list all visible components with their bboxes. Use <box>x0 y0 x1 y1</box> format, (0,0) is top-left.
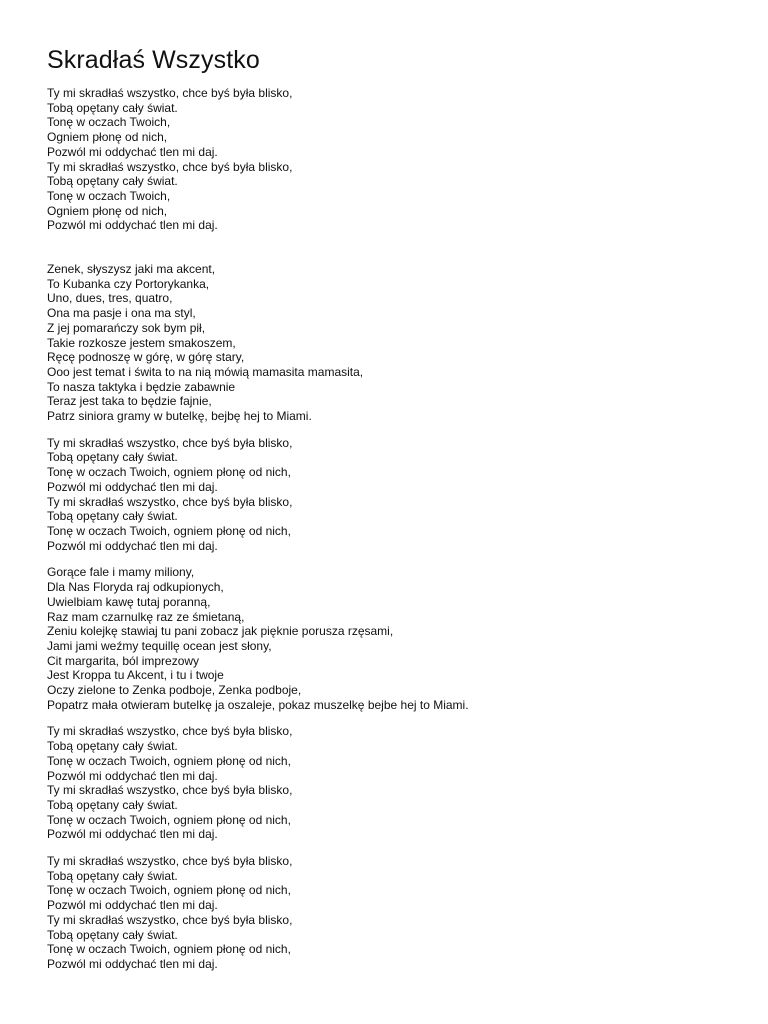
lyric-line: Tonę w oczach Twoich, ogniem płonę od nich, <box>47 812 291 827</box>
lyric-line: Takie rozkosze jestem smakoszem, <box>47 335 236 350</box>
lyric-line: Ty mi skradłaś wszystko, chce byś była blisko, <box>47 435 293 450</box>
lyric-line: Pozwól mi oddychać tlen mi daj. <box>47 768 218 783</box>
lyric-line: Tobą opętany cały świat. <box>47 100 178 115</box>
lyric-line: Pozwól mi oddychać tlen mi daj. <box>47 827 218 842</box>
lyric-line: Tonę w oczach Twoich, ogniem płonę od nich, <box>47 753 291 768</box>
lyric-line: Ooo jest temat i świta to na nią mówią mamasita mamasita, <box>47 364 364 379</box>
lyric-line: Ty mi skradłaś wszystko, chce byś była blisko, <box>47 854 293 869</box>
lyric-line: Oczy zielone to Zenka podboje, Zenka podboje, <box>47 683 302 698</box>
lyric-line: Tobą opętany cały świat. <box>47 797 178 812</box>
lyric-line: Jami jami weźmy tequillę ocean jest słony, <box>47 638 272 653</box>
lyric-line: Pozwól mi oddychać tlen mi daj. <box>47 956 218 971</box>
lyric-line: Tobą opętany cały świat. <box>47 927 178 942</box>
lyric-line: To nasza taktyka i będzie zabawnie <box>47 379 236 394</box>
lyric-line: Jest Kroppa tu Akcent, i tu i twoje <box>47 668 224 683</box>
lyric-line: Ona ma pasje i ona ma styl, <box>47 306 196 321</box>
lyric-line: Ogniem płonę od nich, <box>47 203 168 218</box>
lyric-line: Dla Nas Floryda raj odkupionych, <box>47 580 224 595</box>
lyric-line: Tonę w oczach Twoich, <box>47 115 171 130</box>
lyric-line: Ty mi skradłaś wszystko, chce byś była blisko, <box>47 86 293 100</box>
lyric-line: Ogniem płonę od nich, <box>47 130 168 145</box>
lyric-line: Ty mi skradłaś wszystko, chce byś była blisko, <box>47 159 293 174</box>
lyric-line: Gorące fale i mamy miliony, <box>47 565 195 580</box>
lyric-line: Tobą opętany cały świat. <box>47 509 178 524</box>
lyric-line: Patrz siniora gramy w butelkę, bejbę hej to Miami. <box>47 409 312 424</box>
lyrics-page <box>47 44 747 972</box>
lyric-line: Pozwól mi oddychać tlen mi daj. <box>47 218 218 233</box>
lyric-line: Tobą opętany cały świat. <box>47 739 178 754</box>
lyric-line: Uno, dues, tres, quatro, <box>47 291 173 306</box>
lyric-line: Tobą opętany cały świat. <box>47 450 178 465</box>
lyric-line: Pozwól mi oddychać tlen mi daj. <box>47 479 218 494</box>
lyric-line: Tobą opętany cały świat. <box>47 174 178 189</box>
stanza <box>47 724 747 842</box>
lyric-line: Uwielbiam kawę tutaj poranną, <box>47 594 211 609</box>
lyric-line: Z jej pomarańczy sok bym pił, <box>47 320 206 335</box>
lyric-line: Ty mi skradłaś wszystko, chce byś była blisko, <box>47 912 293 927</box>
lyric-line: To Kubanka czy Portorykanka, <box>47 276 210 291</box>
lyric-line: Ty mi skradłaś wszystko, chce byś była blisko, <box>47 724 293 739</box>
lyric-line: Zeniu kolejkę stawiaj tu pani zobacz jak pięknie porusza rzęsami, <box>47 624 394 639</box>
stanza <box>47 262 747 424</box>
lyric-line: Raz mam czarnulkę raz ze śmietaną, <box>47 609 245 624</box>
stanza <box>47 854 747 972</box>
lyric-line: Pozwól mi oddychać tlen mi daj. <box>47 538 218 553</box>
lyric-line: Tonę w oczach Twoich, ogniem płonę od nich, <box>47 523 291 538</box>
lyric-line: Ty mi skradłaś wszystko, chce byś była blisko, <box>47 783 293 798</box>
stanza <box>47 436 747 554</box>
lyric-line: Tonę w oczach Twoich, ogniem płonę od nich, <box>47 883 291 898</box>
lyric-line: Ty mi skradłaś wszystko, chce byś była blisko, <box>47 494 293 509</box>
page-title: Skradłaś Wszystko <box>47 46 260 74</box>
lyric-line: Tonę w oczach Twoich, ogniem płonę od nich, <box>47 942 291 957</box>
lyric-line: Pozwól mi oddychać tlen mi daj. <box>47 898 218 913</box>
lyric-line: Pozwól mi oddychać tlen mi daj. <box>47 144 218 159</box>
lyric-line: Ręcę podnoszę w górę, w górę stary, <box>47 350 245 365</box>
lyric-line: Cit margarita, ból imprezowy <box>47 653 200 668</box>
lyric-line: Teraz jest taka to będzie fajnie, <box>47 394 212 409</box>
lyric-line: Popatrz mała otwieram butelkę ja oszaleje, pokaz muszelkę bejbe hej to Miami. <box>47 697 469 712</box>
stanza <box>47 86 747 233</box>
lyric-line: Tobą opętany cały świat. <box>47 868 178 883</box>
lyrics-body <box>47 86 747 972</box>
stanza <box>47 565 747 712</box>
lyric-line: Tonę w oczach Twoich, <box>47 188 171 203</box>
lyric-line: Tonę w oczach Twoich, ogniem płonę od nich, <box>47 465 291 480</box>
lyric-line: Zenek, słyszysz jaki ma akcent, <box>47 262 216 277</box>
